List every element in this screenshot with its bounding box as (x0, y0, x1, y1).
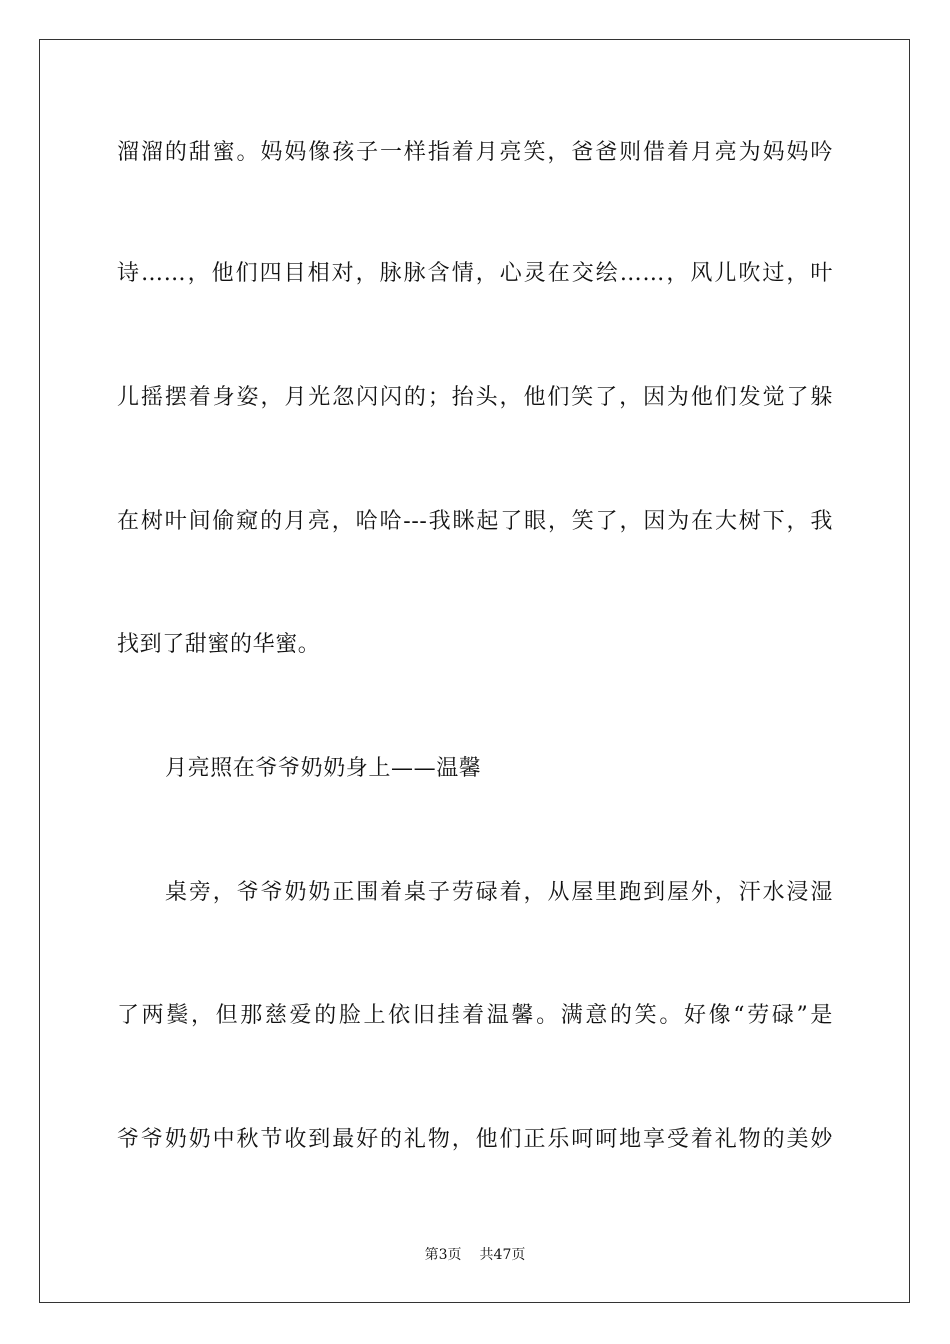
current-page-number: 第3页 (424, 1247, 462, 1263)
body-line-6: 桌旁，爷爷奶奶正围着桌子劳碌着，从屋里跑到屋外，汗水浸湿 (165, 880, 833, 905)
total-page-count: 共47页 (479, 1247, 526, 1263)
page-border (39, 39, 910, 1303)
body-line-5: 找到了甜蜜的华蜜。 (117, 632, 321, 657)
body-line-2: 诗……，他们四目相对，脉脉含情，心灵在交绘……，风儿吹过，叶 (117, 261, 833, 286)
body-line-4: 在树叶间偷窥的月亮，哈哈---我眯起了眼，笑了，因为在大树下，我 (117, 509, 833, 534)
body-line-1: 溜溜的甜蜜。妈妈像孩子一样指着月亮笑，爸爸则借着月亮为妈妈吟 (117, 140, 833, 165)
body-line-7: 了两鬓，但那慈爱的脸上依旧挂着温馨。满意的笑。好像“劳碌”是 (117, 1003, 833, 1028)
section-heading: 月亮照在爷爷奶奶身上——温馨 (165, 756, 482, 781)
page-footer (0, 1246, 950, 1264)
body-line-8: 爷爷奶奶中秋节收到最好的礼物，他们正乐呵呵地享受着礼物的美妙 (117, 1127, 833, 1152)
body-line-3: 儿摇摆着身姿，月光忽闪闪的；抬头，他们笑了，因为他们发觉了躲 (117, 385, 833, 410)
